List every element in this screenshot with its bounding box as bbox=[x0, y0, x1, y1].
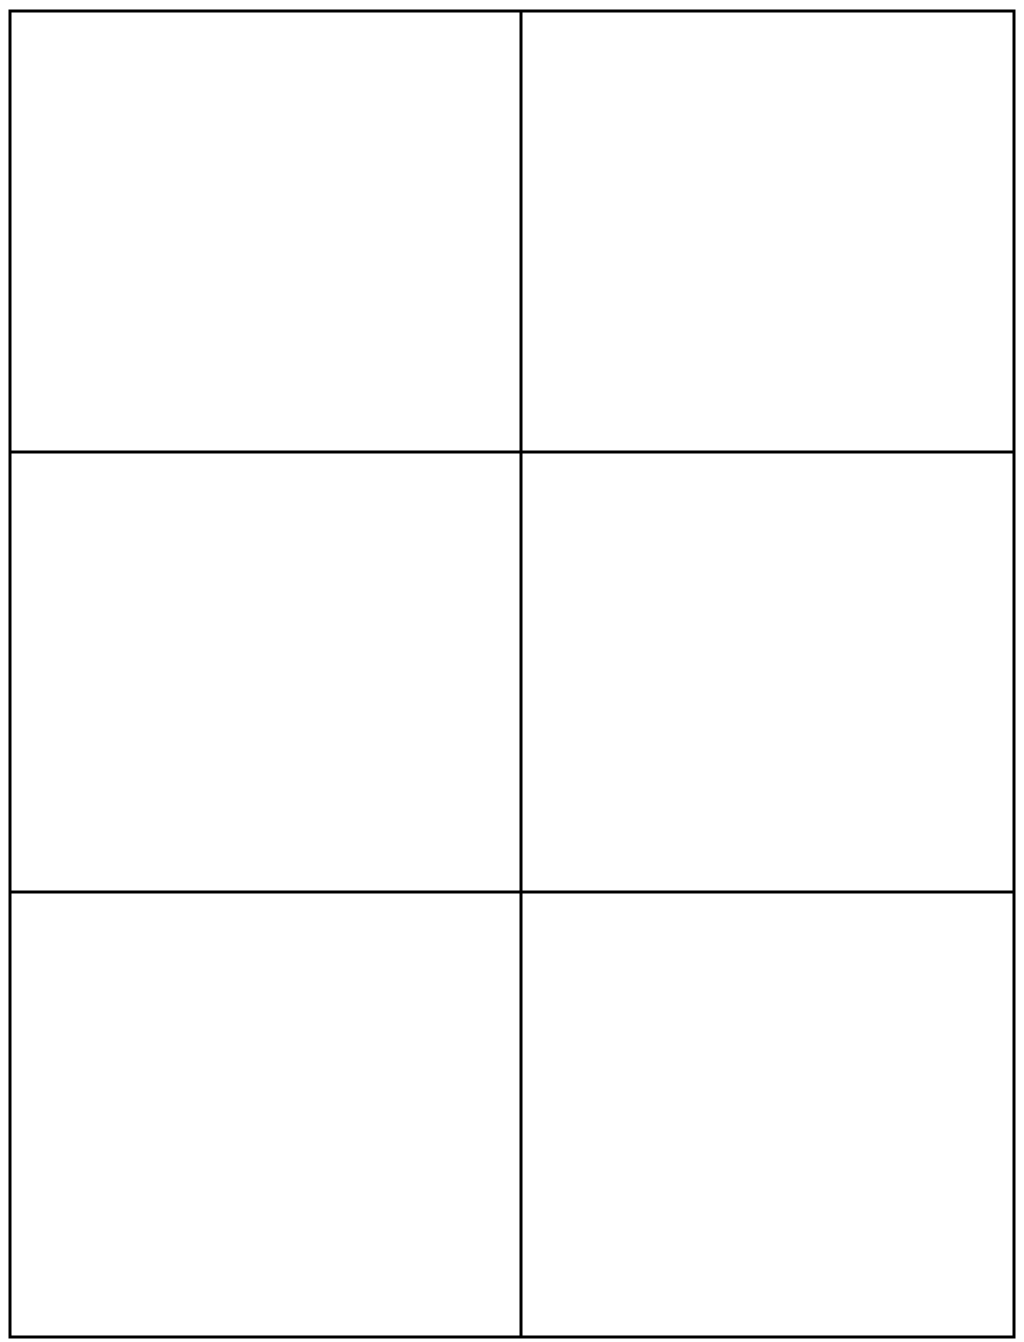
outer-border bbox=[10, 11, 1014, 1337]
